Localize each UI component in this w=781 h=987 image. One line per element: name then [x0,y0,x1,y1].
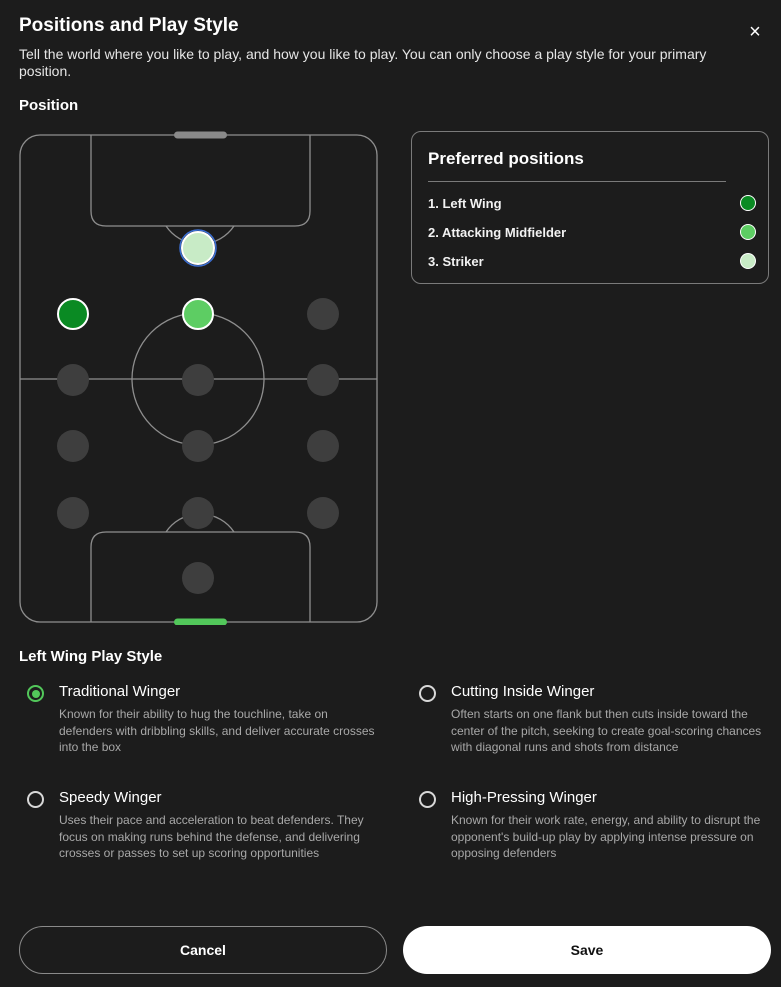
preferred-position-label: 1. Left Wing [428,196,502,211]
position-left-wing[interactable] [58,299,88,329]
play-style-description: Often starts on one flank but then cuts inside toward the center of the pitch, seeking to create goal-scoring chances with diagonal runs and shots from distance [451,707,762,754]
position-right-midfielder[interactable] [307,364,339,396]
play-style-description: Uses their pace and acceleration to beat defenders. They focus on making runs behind the defense, and delivering crosses or passes to set up scoring opportunities [59,813,364,860]
play-style-name: Traditional Winger [59,683,181,700]
divider [428,181,726,182]
play-style-name: Speedy Winger [59,789,162,806]
play-style-description: Known for their ability to hug the touchline, take on defenders with dribbling skills, and deliver accurate crosses into the box [59,707,375,754]
radio-button[interactable] [419,791,436,808]
cancel-button[interactable]: Cancel [19,926,387,974]
football-pitch [19,131,379,625]
dialog-title: Positions and Play Style [19,15,239,36]
play-style-option-high-pressing-winger[interactable] [411,789,761,869]
position-defensive-midfielder[interactable] [182,430,214,462]
position-central-midfielder[interactable] [182,364,214,396]
pitch-svg [19,131,379,625]
radio-button[interactable] [27,685,44,702]
preferred-positions-card [411,131,769,284]
position-section-label: Position [19,97,79,114]
save-button[interactable]: Save [403,926,771,974]
preferred-position-label: 2. Attacking Midfielder [428,225,567,240]
play-style-option-speedy-winger[interactable] [19,789,369,869]
play-style-option-traditional-winger[interactable] [19,683,375,763]
position-right-back[interactable] [307,497,339,529]
position-color-dot [740,195,756,211]
position-striker[interactable] [182,232,214,264]
position-goalkeeper[interactable] [182,562,214,594]
position-right-wing[interactable] [307,298,339,330]
radio-button[interactable] [419,685,436,702]
radio-button[interactable] [27,791,44,808]
preferred-positions-title: Preferred positions [428,149,584,168]
position-attacking-midfielder[interactable] [183,299,213,329]
play-style-name: Cutting Inside Winger [451,683,595,700]
top-penalty-box [91,135,310,226]
dialog-subtitle: Tell the world where you like to play, and how you like to play. You can only choose a play style for your primary position. [19,46,707,79]
play-style-section-label: Left Wing Play Style [19,648,163,665]
preferred-position-item [428,194,756,214]
position-left-wing-back[interactable] [57,430,89,462]
play-style-description: Known for their work rate, energy, and ability to disrupt the opponent's build-up play by applying intense pressure on opposing defenders [451,813,761,860]
close-icon[interactable]: × [749,21,761,43]
play-style-name: High-Pressing Winger [451,789,597,806]
position-color-dot [740,253,756,269]
position-left-back[interactable] [57,497,89,529]
preferred-position-item [428,223,756,243]
play-style-option-cutting-inside-winger[interactable] [411,683,761,763]
top-goal [174,132,227,139]
bottom-goal [174,619,227,626]
position-color-dot [740,224,756,240]
position-center-back[interactable] [182,497,214,529]
preferred-position-label: 3. Striker [428,254,484,269]
position-right-wing-back[interactable] [307,430,339,462]
preferred-position-item [428,252,756,272]
position-dots [57,230,339,594]
position-left-midfielder[interactable] [57,364,89,396]
